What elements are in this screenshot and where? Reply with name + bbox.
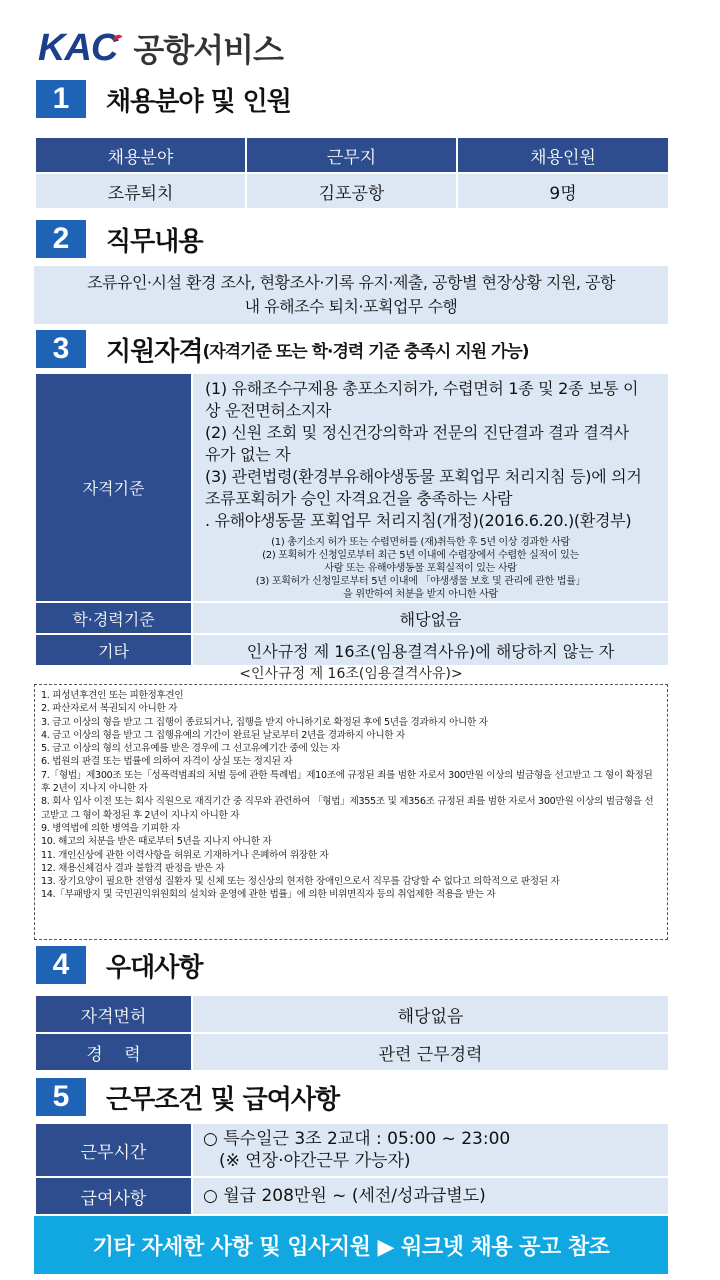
section-5-header (36, 1076, 339, 1118)
section-number: 3 (36, 330, 86, 368)
section-number: 2 (36, 220, 86, 258)
section-1-header (36, 78, 291, 120)
preference-value: 해당없음 (192, 995, 669, 1033)
disqualification-caption: <인사규정 제 16조(임용결격사유)> (239, 666, 463, 682)
section-title: 우대사항 (106, 952, 203, 983)
table-row (35, 1177, 669, 1215)
qualification-note: (2) 포획허가 신청일로부터 최근 5년 이내에 수렵장에서 수렵한 실적이 있는 (262, 550, 579, 561)
section-number: 1 (36, 80, 86, 118)
table-header-cell: 채용분야 (35, 137, 246, 173)
list-item: 13. 장기요양이 필요한 전염성 질환자 및 신체 또는 정신상의 현저한 장애인으로서 직무를 감당할 수 없다고 의학적으로 판정된 자 (41, 876, 560, 888)
list-item: 5. 금고 이상의 형의 선고유예를 받은 경우에 그 선고유예기간 중에 있는 자 (41, 743, 340, 755)
recruit-table (34, 136, 670, 210)
table-cell: 조류퇴치 (35, 173, 246, 209)
qualification-note: (1) 총기소지 허가 또는 수렵면허를 (재)취득한 후 5년 이상 경과한 사람 (271, 537, 570, 548)
duty-line: 내 유해조수 퇴치·포획업무 수행 (244, 297, 458, 316)
list-item: 11. 개인신상에 관한 이력사항을 허위로 기재하거나 은폐하여 위장한 자 (41, 849, 329, 861)
apply-banner[interactable]: 기타 자세한 사항 및 입사지원 ▶ 워크넷 채용 공고 참조 (34, 1216, 668, 1274)
section-2-header (36, 218, 202, 260)
qualification-line: (2) 신원 조회 및 정신건강의학과 전문의 진단결과 결과 결격사 (205, 423, 629, 442)
qualification-line: . 유해야생동물 포획업무 처리지침(개정)(2016.6.20.)(환경부) (205, 511, 632, 530)
section-number: 5 (36, 1078, 86, 1116)
section-title: 채용분야 및 인원 (106, 86, 291, 117)
table-cell: 김포공항 (246, 173, 457, 209)
table-row (35, 373, 669, 602)
table-row (35, 1033, 669, 1071)
section-number: 4 (36, 946, 86, 984)
list-item: 4. 금고 이상의 형을 받고 그 집행유예의 기간이 완료된 날로부터 2년을 경과하지 아니한 자 (41, 729, 405, 741)
logo-brand: KAC (38, 26, 118, 69)
list-item: 10. 해고의 처분을 받은 때로부터 5년을 지나지 아니한 자 (41, 836, 272, 848)
qualification-line: 유가 없는 자 (205, 445, 291, 464)
qualification-note: 사람 또는 유해야생동물 포획실적이 있는 사람 (324, 563, 517, 574)
etc-value: 인사규정 제 16조(임용결격사유)에 해당하지 않는 자 (192, 634, 669, 666)
work-hours-label: 근무시간 (35, 1123, 192, 1177)
qualification-text (193, 374, 668, 536)
list-item: 12. 채용신체검사 결과 불합격 판정을 받은 자 (41, 862, 225, 874)
qualification-notes (193, 536, 668, 601)
preference-label: 자격면허 (35, 995, 192, 1033)
list-item: 1. 피성년후견인 또는 피한정후견인 (41, 690, 184, 701)
qualification-note: (3) 포획허가 신청일로부터 5년 이내에 「야생생물 보호 및 관리에 관한 법률」 (255, 576, 586, 587)
edu-label: 학·경력기준 (35, 602, 192, 634)
list-item: 9. 병역법에 의한 병역을 기피한 자 (41, 822, 180, 834)
duty-line: 조류유인·시설 환경 조사, 현황조사·기록 유지·제출, 공항별 현장상황 지원, 공항 (87, 273, 615, 292)
work-hours-note: (※ 연장·야간근무 가능자) (219, 1151, 411, 1171)
table-row (35, 173, 669, 209)
qualification-line: (1) 유해조수구제용 총포소지허가, 수렵면허 1종 및 2종 보통 이 (205, 379, 639, 398)
qualification-line: (3) 관련법령(환경부유해야생동물 포획업무 처리지침 등)에 의거 (205, 467, 642, 486)
qualification-line: 조류포획허가 승인 자격요건을 충족하는 사람 (205, 489, 513, 508)
list-item: 8. 회사 입사 이전 또는 회사 직원으로 재직기간 중 직무와 관련하여 「형법」제355조 및 제356조 규정된 죄를 범한 자로서 300만원 이상의 벌금형을 선고받고 그 형이 확정된 후 2년이 지나지 아니한 자 (41, 796, 654, 821)
preference-label: 경 력 (35, 1033, 192, 1071)
section-3-header (36, 328, 529, 370)
logo-company-name: 공항서비스 (133, 31, 283, 69)
etc-label: 기타 (35, 634, 192, 666)
qualification-value (192, 373, 669, 602)
company-logo (38, 28, 283, 68)
section-title: 지원자격 (106, 336, 203, 367)
qualification-line: 상 운전면허소지자 (205, 401, 332, 420)
table-row (35, 1123, 669, 1177)
qualification-label: 자격기준 (35, 373, 192, 602)
list-item: 14.「부패방지 및 국민권익위원회의 설치와 운영에 관한 법률」에 의한 비위면직자 등의 취업제한 적용을 받는 자 (41, 889, 496, 901)
pay-value: ○ 월급 208만원 ~ (세전/성과급별도) (192, 1177, 669, 1215)
table-header-row (35, 137, 669, 173)
list-item: 3. 금고 이상의 형을 받고 그 집행이 종료되거나, 집행을 받지 아니하기로 확정된 후에 5년을 경과하지 아니한 자 (41, 716, 488, 728)
qualification-table (34, 372, 670, 667)
list-item: 6. 법원의 판결 또는 법률에 의하여 자격이 상실 또는 정지된 자 (41, 756, 293, 768)
qualification-note: 을 위반하여 처분을 받지 아니한 사람 (343, 589, 498, 600)
table-row (35, 602, 669, 634)
preference-table (34, 994, 670, 1072)
section-title: 직무내용 (106, 226, 203, 257)
work-hours-line: ○ 특수일근 3조 2교대 : 05:00 ~ 23:00 (203, 1129, 511, 1149)
section-4-header (36, 944, 202, 986)
disqualification-list (34, 684, 668, 940)
work-hours-value (192, 1123, 669, 1177)
table-cell: 9명 (457, 173, 669, 209)
work-conditions-table (34, 1122, 670, 1216)
table-header-cell: 근무지 (246, 137, 457, 173)
list-item: 2. 파산자로서 복권되지 아니한 자 (41, 703, 178, 715)
table-row (35, 995, 669, 1033)
section-subtitle: (자격기준 또는 학·경력 기준 충족시 지원 가능) (202, 341, 529, 362)
preference-value: 관련 근무경력 (192, 1033, 669, 1071)
duty-description (34, 266, 668, 324)
table-header-cell: 채용인원 (457, 137, 669, 173)
list-item: 7.「형법」제300조 또는「성폭력범죄의 처벌 등에 관한 특례법」제10조에 규정된 죄를 범한 자로서 300만원 이상의 벌금형을 선고받고 그 형이 확정된 후 2년이 지나지 아니한 자 (41, 769, 653, 795)
edu-value: 해당없음 (192, 602, 669, 634)
pay-label: 급여사항 (35, 1177, 192, 1215)
section-title: 근무조건 및 급여사항 (106, 1084, 340, 1115)
table-row (35, 634, 669, 666)
